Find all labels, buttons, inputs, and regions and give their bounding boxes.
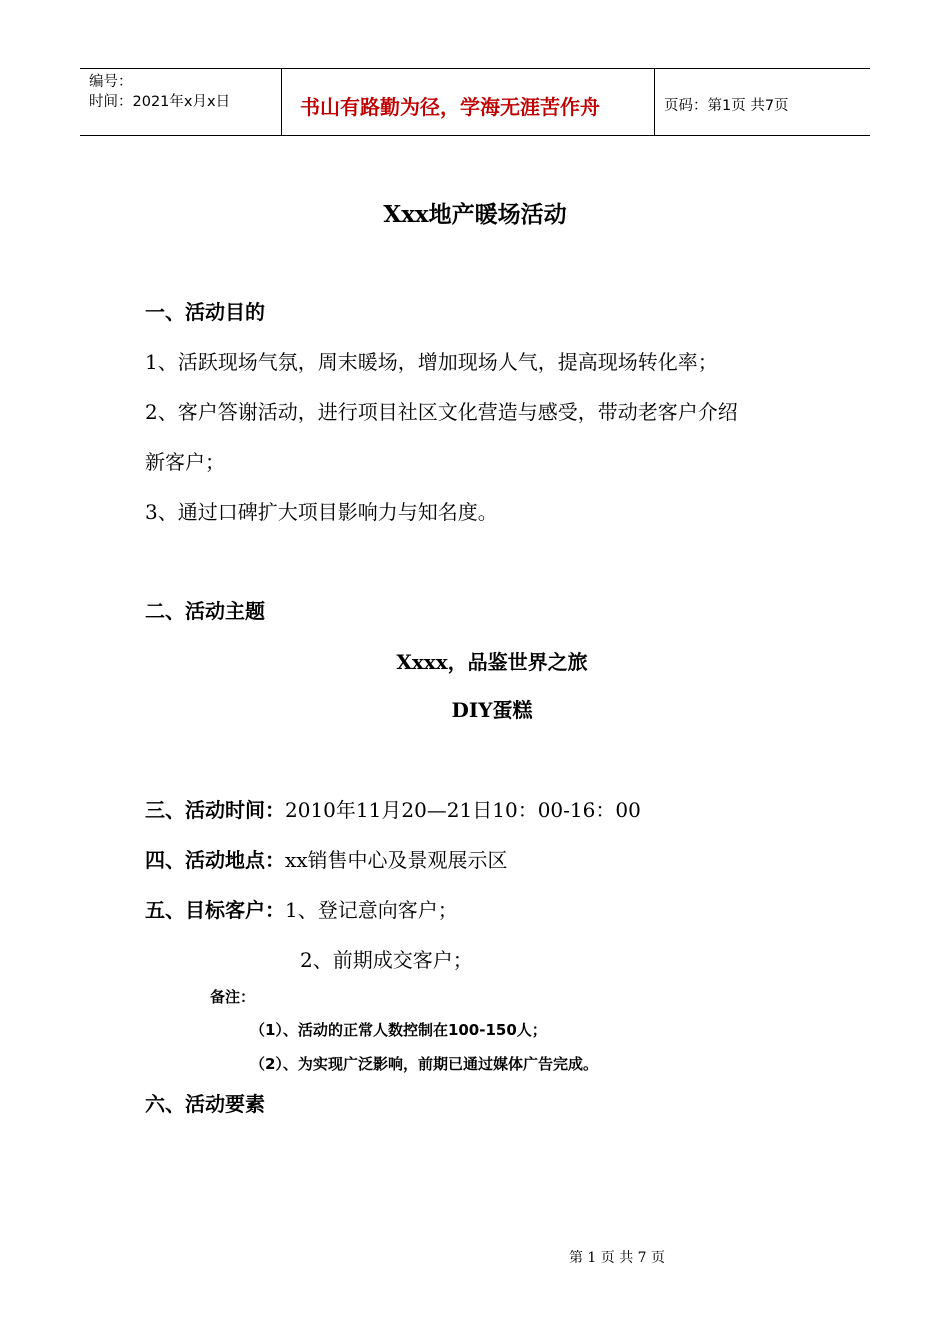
purpose-item-2: 2、客户答谢活动，进行项目社区文化营造与感受，带动老客户介绍 [145,400,738,424]
section-heading-theme: 二、活动主题 [145,599,265,623]
notes-label: 备注： [210,988,256,1006]
section-heading-target: 五、目标客户： [145,898,285,922]
header-number-label: 编号： [89,74,133,90]
section-heading-time: 三、活动时间： [145,798,285,822]
section-time [145,794,641,823]
section-target [145,894,458,923]
page-footer: 第 1 页 共 7 页 [568,1250,666,1266]
purpose-item-3: 3、通过口碑扩大项目影响力与知名度。 [145,500,498,524]
activity-time-value: 2010年11月20—21日10：00-16：00 [285,798,641,822]
section-heading-location: 四、活动地点： [145,848,285,872]
header-divider-right [654,68,655,136]
section-location [145,844,508,873]
header-page-info: 页码：第1页 共7页 [664,98,789,114]
purpose-item-2-cont: 新客户； [145,450,225,474]
target-customer-2: 2、前期成交客户； [300,948,473,972]
header-top-border [80,68,870,69]
section-heading-purpose: 一、活动目的 [145,300,265,324]
note-item-2: （2）、为实现广泛影响，前期已通过媒体广告完成。 [250,1055,598,1073]
header-bottom-border [80,135,870,136]
header-divider-left [281,68,282,136]
note-item-1: （1）、活动的正常人数控制在100-150人； [250,1021,547,1039]
purpose-item-1: 1、活跃现场气氛，周末暖场，增加现场人气，提高现场转化率； [145,350,718,374]
activity-location-value: xx销售中心及景观展示区 [285,848,508,872]
theme-line-1: Xxxx，品鉴世界之旅 [396,650,588,674]
target-customer-1: 1、登记意向客户； [285,898,458,922]
theme-line-2: DIY蛋糕 [451,698,533,722]
header-date: 时间：2021年x月x日 [89,94,231,110]
section-heading-elements: 六、活动要素 [145,1092,265,1116]
header-motto: 书山有路勤为径，学海无涯苦作舟 [300,95,600,119]
document-title: Xxx地产暖场活动 [383,201,567,228]
